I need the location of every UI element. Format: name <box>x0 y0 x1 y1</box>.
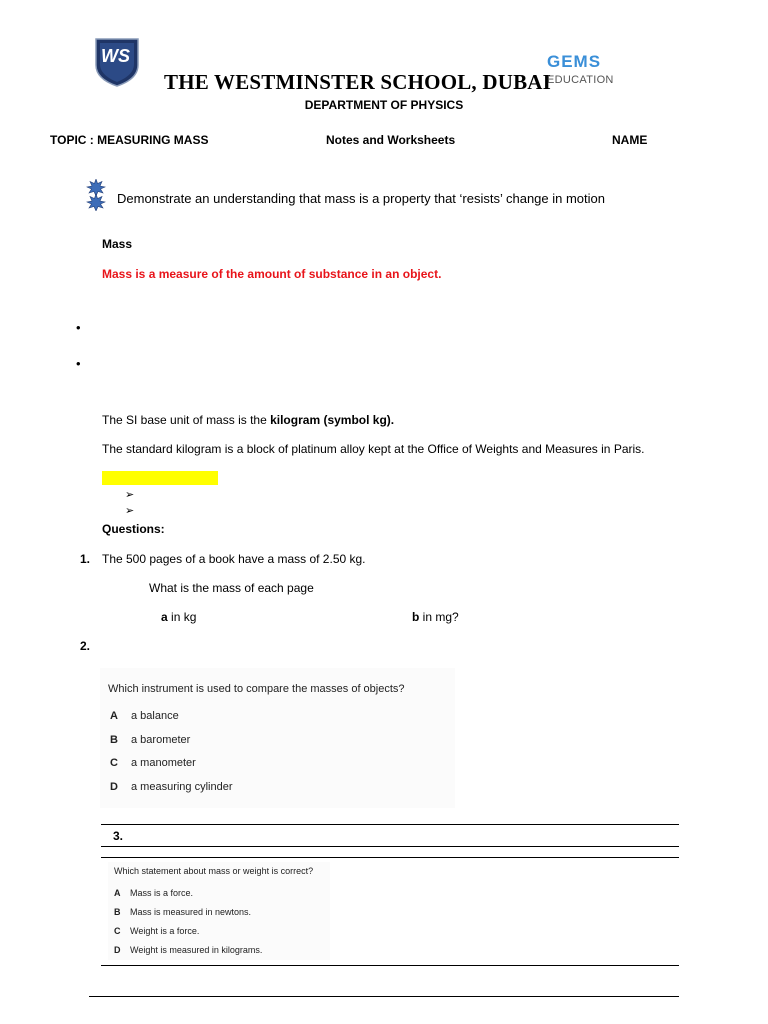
table-rule <box>101 846 679 847</box>
part-a-text: in kg <box>167 610 197 624</box>
bullet-point: • <box>76 356 81 371</box>
question-2-option-text: a barometer <box>131 734 191 746</box>
bullet-point: • <box>76 320 81 335</box>
part-b-letter: b <box>412 610 420 624</box>
question-2-option-text: a balance <box>131 710 179 722</box>
si-unit-prefix: The SI base unit of mass is the <box>102 413 271 427</box>
highlight-blank <box>102 471 218 485</box>
questions-heading: Questions: <box>102 522 165 536</box>
mass-definition: Mass is a measure of the amount of substance in an object. <box>102 267 442 281</box>
department-title: DEPARTMENT OF PHYSICS <box>304 98 464 112</box>
question-1-part-a <box>161 610 196 624</box>
table-rule <box>101 824 679 825</box>
learning-objective: Demonstrate an understanding that mass is a property that ‘resists’ change in motion <box>117 191 605 206</box>
si-unit-bold: kilogram (symbol kg). <box>270 413 395 427</box>
question-1-number: 1. <box>80 552 91 566</box>
mass-heading: Mass <box>102 237 133 251</box>
question-3-option-text: Mass is measured in newtons. <box>130 907 252 917</box>
question-2-option-text: a measuring cylinder <box>131 781 233 793</box>
question-2-option-letter: B <box>110 734 118 746</box>
question-2-option-letter: D <box>110 781 118 793</box>
question-2-text: Which instrument is used to compare the masses of objects? <box>108 683 405 695</box>
question-2-option-text: a manometer <box>131 757 196 769</box>
question-3-option-text: Weight is a force. <box>130 926 200 936</box>
question-3-option-letter: B <box>114 907 121 917</box>
school-logo-text: WS <box>101 46 130 66</box>
table-rule <box>101 965 679 966</box>
school-title: THE WESTMINSTER SCHOOL, DUBAI <box>164 70 552 94</box>
table-rule <box>101 857 679 858</box>
school-logo <box>94 37 140 87</box>
question-3-number: 3. <box>113 829 124 843</box>
question-1-part-b <box>412 610 459 624</box>
question-3-option-letter: C <box>114 926 121 936</box>
starburst-bullet-icon <box>86 179 106 211</box>
arrow-bullet-icon: ➢ <box>125 505 135 517</box>
topic-label: TOPIC : MEASURING MASS <box>50 133 209 147</box>
question-3-text: Which statement about mass or weight is correct? <box>114 866 314 876</box>
arrow-bullet-icon: ➢ <box>125 489 135 501</box>
question-3-option-letter: A <box>114 888 121 898</box>
question-3-option-letter: D <box>114 945 121 955</box>
gems-logo-text: GEMS <box>547 52 602 71</box>
part-a-letter: a <box>161 610 168 624</box>
question-1-text: The 500 pages of a book have a mass of 2.50 kg. <box>102 552 366 566</box>
question-3-option-text: Weight is measured in kilograms. <box>130 945 263 955</box>
part-b-text: in mg? <box>419 610 459 624</box>
standard-kilogram-text: The standard kilogram is a block of platinum alloy kept at the Office of Weights and Measures in Paris. <box>102 442 645 456</box>
gems-logo-subtext: EDUCATION <box>547 74 614 86</box>
gems-education-logo <box>543 52 614 90</box>
notes-label: Notes and Worksheets <box>326 133 456 147</box>
name-label: NAME <box>612 133 648 147</box>
question-2-number: 2. <box>80 639 91 653</box>
question-2-option-letter: C <box>110 757 118 769</box>
question-1-subtext: What is the mass of each page <box>149 581 314 595</box>
table-rule <box>89 996 679 997</box>
si-unit-text <box>102 413 394 427</box>
question-3-option-text: Mass is a force. <box>130 888 194 898</box>
question-2-option-letter: A <box>110 710 118 722</box>
